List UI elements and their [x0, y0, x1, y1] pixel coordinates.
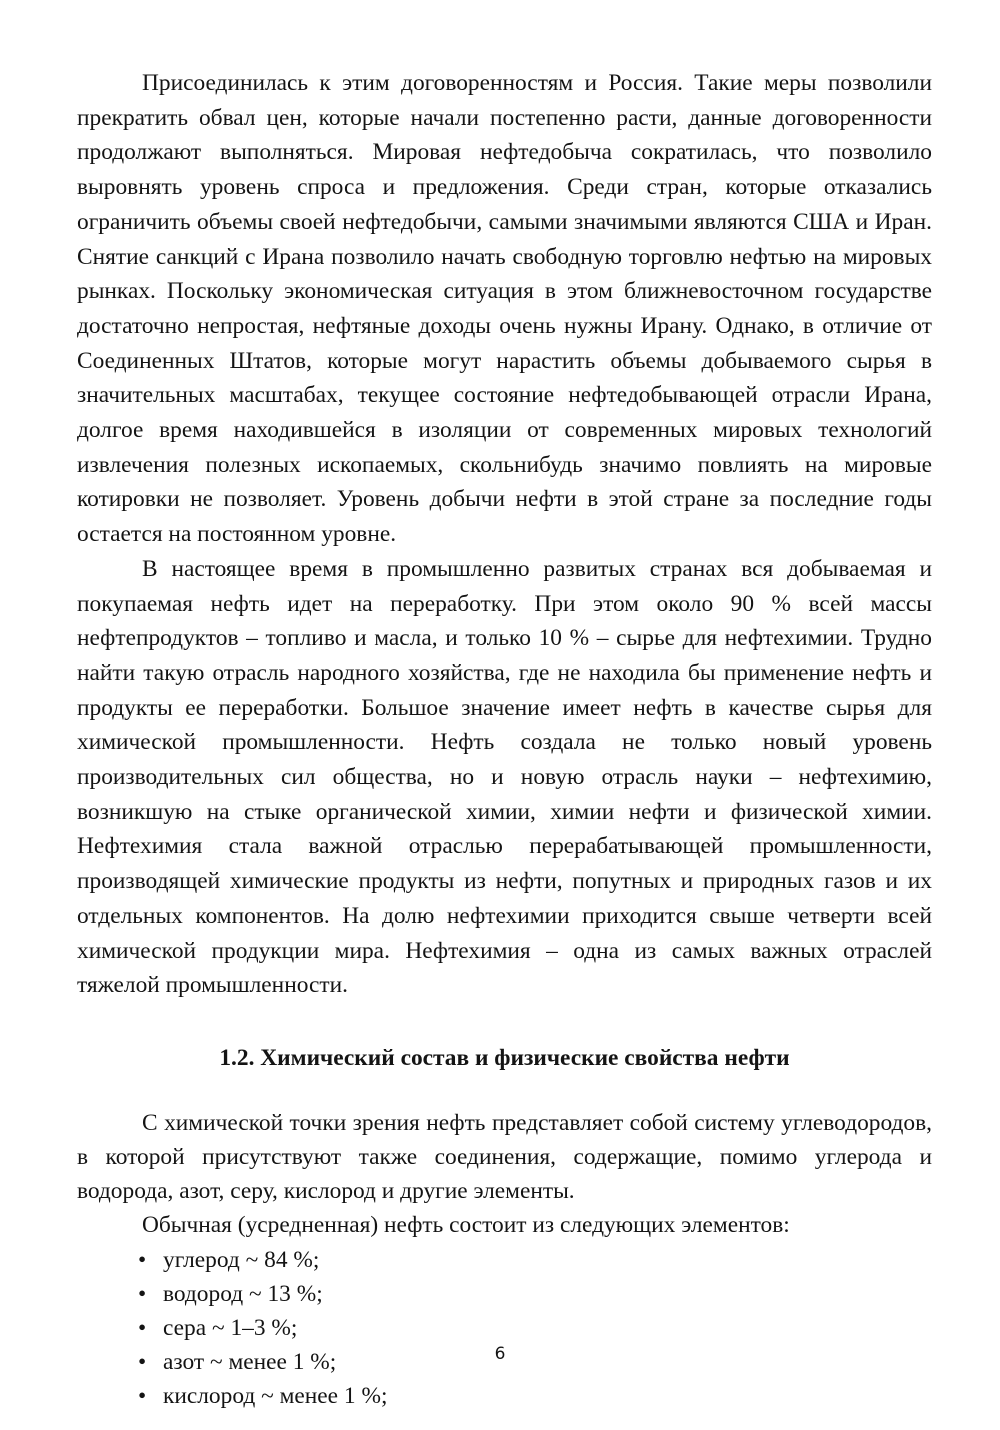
list-item-text: кислород ~ менее 1 %;: [163, 1383, 388, 1410]
paragraph-chemistry: С химической точки зрения нефть представляет собой систему углеводородов, в которой присутствуют также соединения, содержащие, помимо углерода и водорода, азот, серу, кислород и другие элементы.: [77, 1109, 932, 1205]
page-number: 6: [494, 1344, 506, 1364]
bullet-icon: •: [138, 1280, 147, 1307]
section-heading: 1.2. Химический состав и физические свойства нефти: [219, 1044, 790, 1071]
list-item: [77, 1311, 932, 1345]
paragraph-composition: Обычная (усредненная) нефть состоит из следующих элементов:: [142, 1212, 790, 1239]
list-item-text: азот ~ менее 1 %;: [163, 1349, 337, 1376]
bullet-icon: •: [138, 1349, 147, 1376]
elements-list: [77, 1243, 932, 1414]
list-item: [77, 1379, 932, 1413]
list-item-text: углерод ~ 84 %;: [163, 1246, 320, 1273]
bullet-icon: •: [138, 1314, 147, 1341]
paragraph-refining: В настоящее время в промышленно развитых странах вся добываемая и покупаемая нефть идет на переработку. При этом около 90 % всей массы нефтепродуктов – топливо и масла, и только 10 % – сырье для нефтехимии. Трудно найти такую отрасль народного хозяйства, где не находила бы применение нефть и продукты ее переработки. Большое значение имеет нефть в качестве сырья для химической промышленности. Нефть создала не только новый уровень производительных сил общества, но и новую отрасль науки – нефтехимию, возникшую на стыке органической химии, химии нефти и физической химии. Нефтехимия стала важной отраслью перерабатывающей промышленности, производящей химические продукты из нефти, попутных и природных газов и их отдельных компонентов. На долю нефтехимии приходится свыше четверти всей химической продукции мира. Нефтехимия – одна из самых важных отраслей тяжелой промышленности.: [77, 555, 932, 999]
bullet-icon: •: [138, 1246, 147, 1273]
list-item: [77, 1277, 932, 1311]
bullet-icon: •: [138, 1383, 147, 1410]
paragraph-intro: Присоединилась к этим договоренностям и Россия. Такие меры позволили прекратить обвал цен, которые начали постепенно расти, данные договоренности продолжают выполняться. Мировая нефтедобыча сократилась, что позволило выровнять уровень спроса и предложения. Среди стран, которые отказались ограничить объемы своей нефтедобычи, самыми значимыми являются США и Иран. Снятие санкций с Ирана позволило начать свободную торговлю нефтью на мировых рынках. Поскольку экономическая ситуация в этом ближневосточном государстве достаточно непростая, нефтяные доходы очень нужны Ирану. Однако, в отличие от Соединенных Штатов, которые могут нарастить объемы добываемого сырья в значительных масштабах, текущее состояние нефтедобывающей отрасли Ирана, долгое время находившейся в изоляции от современных мировых технологий извлечения полезных ископаемых, скольнибудь значимо повлиять на мировые котировки не позволяет. Уровень добычи нефти в этой стране за последние годы остается на постоянном уровне.: [77, 70, 932, 548]
document-page: [77, 66, 932, 1414]
list-item: [77, 1243, 932, 1277]
list-item-text: сера ~ 1–3 %;: [163, 1314, 298, 1341]
list-item-text: водород ~ 13 %;: [163, 1280, 323, 1307]
